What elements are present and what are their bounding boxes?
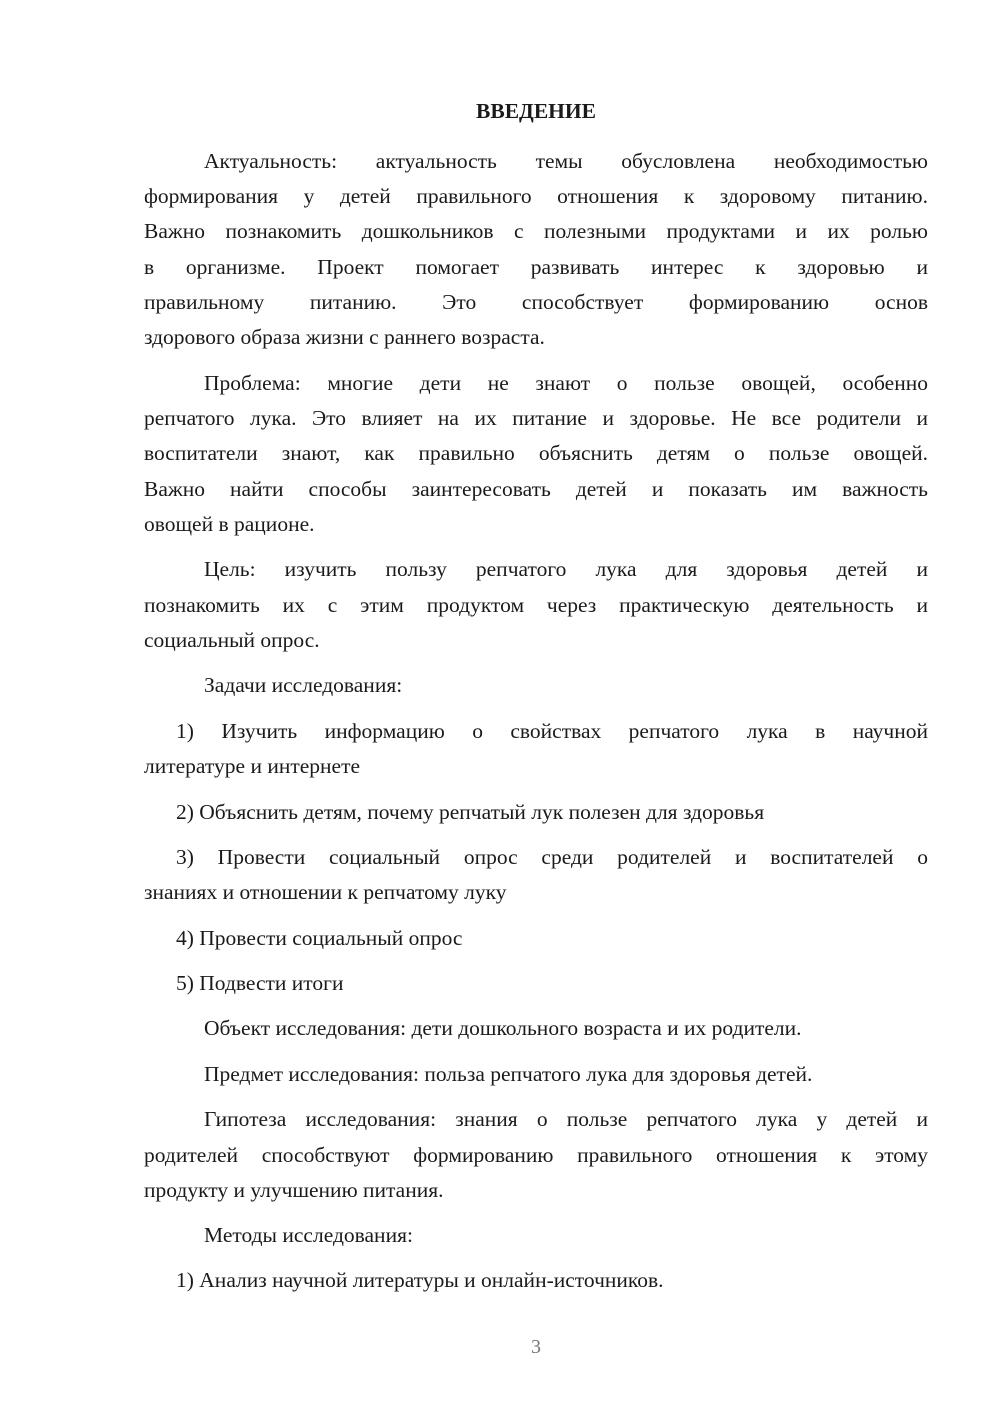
text-line: правильному питанию. Это способствует формированию основ xyxy=(144,290,928,314)
text-line: Гипотеза исследования: знания о пользе репчатого лука у детей и xyxy=(204,1107,928,1131)
text-line: родителей способствуют формированию правильного отношения к этому xyxy=(144,1143,928,1167)
text-line: здорового образа жизни с раннего возраста. xyxy=(144,325,545,349)
page-number: 3 xyxy=(531,1336,541,1358)
text-line: воспитатели знают, как правильно объяснить детям о пользе овощей. xyxy=(144,441,928,465)
tasks-title: Задачи исследования: xyxy=(204,673,403,697)
text-line: Проблема: многие дети не знают о пользе овощей, особенно xyxy=(204,371,928,395)
text-line: продукту и улучшению питания. xyxy=(144,1178,444,1202)
list-item: 3) Провести социальный опрос среди родителей и воспитателей о xyxy=(176,845,928,869)
text-line: овощей в рационе. xyxy=(144,512,315,536)
list-item: 4) Провести социальный опрос xyxy=(176,926,463,950)
text-line: формирования у детей правильного отношения к здоровому питанию. xyxy=(144,184,928,208)
list-item: 1) Анализ научной литературы и онлайн-источников. xyxy=(176,1268,664,1292)
text-line: в организме. Проект помогает развивать интерес к здоровью и xyxy=(144,255,928,279)
page-heading: ВВЕДЕНИЕ xyxy=(476,99,596,123)
list-item-continuation: знаниях и отношении к репчатому луку xyxy=(144,880,507,904)
list-item: 2) Объяснить детям, почему репчатый лук полезен для здоровья xyxy=(176,800,765,824)
text-line: социальный опрос. xyxy=(144,628,320,652)
list-item: 5) Подвести итоги xyxy=(176,971,344,995)
list-item: 1) Изучить информацию о свойствах репчатого лука в научной xyxy=(176,719,928,743)
text-line: Актуальность: актуальность темы обусловлена необходимостью xyxy=(204,149,928,173)
text-line: познакомить их с этим продуктом через практическую деятельность и xyxy=(144,593,928,617)
text-line: репчатого лука. Это влияет на их питание и здоровье. Не все родители и xyxy=(144,406,928,430)
subject-statement: Предмет исследования: польза репчатого лука для здоровья детей. xyxy=(204,1062,813,1086)
text-line: Важно найти способы заинтересовать детей и показать им важность xyxy=(144,477,928,501)
object-statement: Объект исследования: дети дошкольного возраста и их родители. xyxy=(204,1016,802,1040)
methods-title: Методы исследования: xyxy=(204,1223,413,1247)
text-line: Цель: изучить пользу репчатого лука для здоровья детей и xyxy=(204,557,928,581)
list-item-continuation: литературе и интернете xyxy=(144,754,361,778)
text-line: Важно познакомить дошкольников с полезными продуктами и их ролью xyxy=(144,219,928,243)
